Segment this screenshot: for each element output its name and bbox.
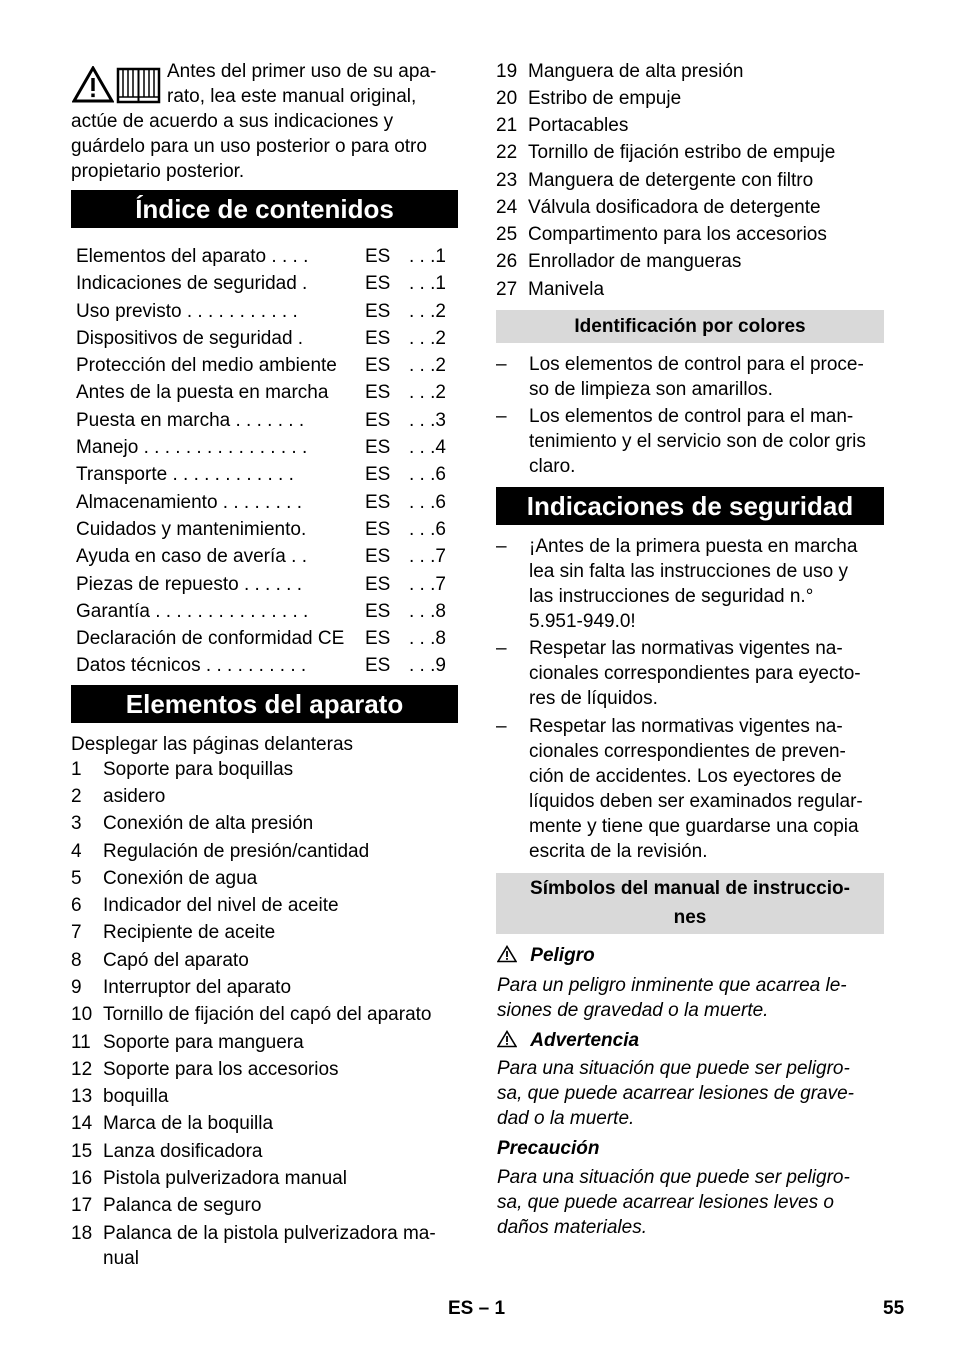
toc-page: . . .2 bbox=[409, 355, 446, 377]
item-number: 6 bbox=[71, 895, 82, 916]
text-line: Para un peligro inminente que acarrea le- bbox=[497, 975, 847, 996]
toc-lang: ES bbox=[365, 600, 391, 622]
item-text: Enrollador de mangueras bbox=[528, 251, 742, 272]
item-number: 7 bbox=[71, 922, 82, 943]
toc-title: Protección del medio ambiente bbox=[76, 355, 337, 377]
toc-title: Datos técnicos . . . . . . . . . . bbox=[76, 655, 307, 677]
toc-page: . . .6 bbox=[409, 491, 446, 513]
text-line: las instrucciones de seguridad n.° bbox=[529, 586, 814, 607]
item-text: Palanca de seguro bbox=[103, 1195, 262, 1216]
toc-page: . . .9 bbox=[409, 655, 446, 677]
toc-row[interactable] bbox=[71, 652, 458, 679]
advertencia-title bbox=[497, 1028, 639, 1053]
item-text: nual bbox=[103, 1248, 139, 1269]
text-line: mente y tiene que guardarse una copia bbox=[529, 816, 859, 837]
toc-page: . . .1 bbox=[409, 273, 446, 295]
toc-lang: ES bbox=[365, 491, 391, 513]
text-line: claro. bbox=[529, 456, 576, 477]
item-number: 8 bbox=[71, 950, 82, 971]
text-line: daños materiales. bbox=[497, 1217, 647, 1238]
toc-page: . . .2 bbox=[409, 327, 446, 349]
dash-bullet: – bbox=[496, 536, 507, 557]
item-text: Palanca de la pistola pulverizadora ma- bbox=[103, 1223, 436, 1244]
toc-row[interactable] bbox=[71, 407, 458, 434]
toc-page: . . .8 bbox=[409, 600, 446, 622]
toc-lang: ES bbox=[365, 464, 391, 486]
toc-row[interactable] bbox=[71, 543, 458, 570]
dash-bullet: – bbox=[496, 638, 507, 659]
text-line: ¡Antes de la primera puesta en marcha bbox=[529, 536, 858, 557]
item-number: 12 bbox=[71, 1059, 93, 1080]
toc-row[interactable] bbox=[71, 434, 458, 461]
toc-title: Uso previsto . . . . . . . . . . . bbox=[76, 300, 298, 322]
item-number: 10 bbox=[71, 1004, 93, 1025]
toc-lang: ES bbox=[365, 655, 391, 677]
toc-title: Cuidados y mantenimiento. bbox=[76, 518, 307, 540]
toc-lang: ES bbox=[365, 355, 391, 377]
toc-page: . . .2 bbox=[409, 382, 446, 404]
item-number: 9 bbox=[71, 977, 82, 998]
item-number: 27 bbox=[496, 279, 518, 300]
toc-page: . . .8 bbox=[409, 628, 446, 650]
toc-row[interactable] bbox=[71, 625, 458, 652]
toc-lang: ES bbox=[365, 409, 391, 431]
item-text: Compartimento para los accesorios bbox=[528, 224, 827, 245]
text-line: escrita de la revisión. bbox=[529, 841, 708, 862]
text-line: Los elementos de control para el man- bbox=[529, 406, 854, 427]
item-text: Marca de la boquilla bbox=[103, 1113, 274, 1134]
item-text: Regulación de presión/cantidad bbox=[103, 841, 370, 862]
item-number: 1 bbox=[71, 759, 82, 780]
text-line: dad o la muerte. bbox=[497, 1108, 635, 1129]
table-of-contents bbox=[71, 243, 458, 680]
item-text: Tornillo de fijación del capó del aparato bbox=[103, 1004, 432, 1025]
intro-line: guárdelo para un uso posterior o para otro bbox=[71, 136, 427, 157]
toc-title: Transporte . . . . . . . . . . . . bbox=[76, 464, 294, 486]
text-line: res de líquidos. bbox=[529, 688, 658, 709]
dash-bullet: – bbox=[496, 716, 507, 737]
toc-row[interactable] bbox=[71, 352, 458, 379]
toc-lang: ES bbox=[365, 518, 391, 540]
toc-heading bbox=[71, 190, 458, 228]
dash-bullet: – bbox=[496, 354, 507, 375]
text-line: cionales correspondientes de preven- bbox=[529, 741, 846, 762]
advertencia-text bbox=[497, 1056, 885, 1131]
toc-title: Elementos del aparato . . . . bbox=[76, 246, 309, 267]
item-number: 18 bbox=[71, 1223, 93, 1244]
toc-title: Antes de la puesta en marcha bbox=[76, 382, 329, 404]
elements-heading-text: Elementos del aparato bbox=[125, 689, 404, 719]
safety-heading bbox=[496, 487, 884, 525]
footer-section-label bbox=[448, 1298, 505, 1320]
text-line: tenimiento y el servicio son de color gris bbox=[529, 431, 866, 452]
toc-row[interactable] bbox=[71, 489, 458, 516]
toc-page: . . .7 bbox=[409, 573, 446, 595]
item-number: 5 bbox=[71, 868, 82, 889]
item-text: Recipiente de aceite bbox=[103, 922, 276, 943]
item-number: 24 bbox=[496, 197, 518, 218]
item-text: Capó del aparato bbox=[103, 950, 249, 971]
toc-page: . . .1 bbox=[409, 246, 446, 267]
item-number: 15 bbox=[71, 1141, 93, 1162]
toc-row[interactable] bbox=[71, 516, 458, 543]
footer-separator: – bbox=[478, 1298, 490, 1319]
text-line: Los elementos de control para el proce- bbox=[529, 354, 864, 375]
item-text bbox=[529, 404, 885, 479]
item-number: 4 bbox=[71, 841, 82, 862]
colors-heading bbox=[496, 310, 884, 343]
peligro-title bbox=[497, 943, 595, 968]
item-text bbox=[529, 352, 885, 402]
item-text: Válvula dosificadora de detergente bbox=[528, 197, 821, 218]
toc-title: Almacenamiento . . . . . . . . bbox=[76, 491, 302, 513]
toc-row[interactable] bbox=[71, 571, 458, 598]
symbols-heading-line: nes bbox=[673, 907, 707, 928]
toc-lang: ES bbox=[365, 546, 391, 568]
item-text: Soporte para boquillas bbox=[103, 759, 294, 780]
symbols-heading bbox=[496, 873, 884, 934]
toc-title: Manejo . . . . . . . . . . . . . . . . bbox=[76, 437, 308, 459]
text-line: sa, que puede acarrear lesiones de grave- bbox=[497, 1083, 855, 1104]
toc-title: Ayuda en caso de avería . . bbox=[76, 546, 307, 568]
toc-row[interactable] bbox=[71, 325, 458, 352]
item-text bbox=[529, 534, 885, 634]
toc-title: Garantía . . . . . . . . . . . . . . . bbox=[76, 600, 309, 622]
footer-section-page: 1 bbox=[494, 1298, 506, 1319]
safety-heading-text: Indicaciones de seguridad bbox=[526, 491, 854, 521]
text-line: cionales correspondientes para eyecto- bbox=[529, 663, 861, 684]
item-number: 25 bbox=[496, 224, 518, 245]
item-number: 13 bbox=[71, 1086, 93, 1107]
text-line: Respetar las normativas vigentes na- bbox=[529, 716, 843, 737]
item-text: Tornillo de fijación estribo de empuje bbox=[528, 142, 836, 163]
item-text: Interruptor del aparato bbox=[103, 977, 292, 998]
toc-title: Dispositivos de seguridad . bbox=[76, 327, 304, 349]
toc-lang: ES bbox=[365, 628, 391, 650]
peligro-label: Peligro bbox=[530, 945, 595, 966]
toc-title: Indicaciones de seguridad . bbox=[76, 273, 308, 295]
warning-triangle-icon bbox=[497, 1030, 517, 1048]
elements-heading bbox=[71, 685, 458, 723]
item-number: 21 bbox=[496, 115, 518, 136]
item-text: Portacables bbox=[528, 115, 629, 136]
item-text: asidero bbox=[103, 786, 166, 807]
item-number: 20 bbox=[496, 88, 518, 109]
item-number: 11 bbox=[71, 1032, 91, 1053]
colors-heading-text: Identificación por colores bbox=[574, 316, 806, 337]
symbols-heading-line: Símbolos del manual de instruccio- bbox=[530, 878, 850, 899]
precaucion-label: Precaución bbox=[497, 1138, 600, 1159]
item-number: 3 bbox=[71, 813, 82, 834]
toc-title: Declaración de conformidad CE bbox=[76, 628, 345, 650]
toc-page: . . .6 bbox=[409, 464, 446, 486]
toc-lang: ES bbox=[365, 382, 391, 404]
item-text: Estribo de empuje bbox=[528, 88, 682, 109]
text-line: Para una situación que puede ser peligro- bbox=[497, 1167, 850, 1188]
precaucion-text bbox=[497, 1165, 885, 1240]
toc-row[interactable] bbox=[71, 298, 458, 325]
text-line: Respetar las normativas vigentes na- bbox=[529, 638, 843, 659]
warning-triangle-icon bbox=[72, 66, 114, 103]
toc-row[interactable] bbox=[71, 270, 458, 297]
item-text: Conexión de agua bbox=[103, 868, 258, 889]
toc-page: . . .6 bbox=[409, 518, 446, 540]
item-number: 26 bbox=[496, 251, 518, 272]
item-text: Manguera de alta presión bbox=[528, 61, 744, 82]
text-line: siones de gravedad o la muerte. bbox=[497, 1000, 769, 1021]
text-line: sa, que puede acarrear lesiones leves o bbox=[497, 1192, 834, 1213]
toc-page: . . .2 bbox=[409, 300, 446, 322]
toc-lang: ES bbox=[365, 327, 391, 349]
toc-heading-text: Índice de contenidos bbox=[135, 194, 394, 224]
item-number: 17 bbox=[71, 1195, 93, 1216]
toc-lang: ES bbox=[365, 246, 391, 267]
footer-section: ES bbox=[448, 1298, 474, 1319]
toc-lang: ES bbox=[365, 437, 391, 459]
item-text: Manivela bbox=[528, 279, 605, 300]
item-text: Lanza dosificadora bbox=[103, 1141, 263, 1162]
dash-bullet: – bbox=[496, 406, 507, 427]
item-number: 23 bbox=[496, 170, 518, 191]
toc-page: . . .4 bbox=[409, 437, 446, 459]
text-line: 5.951-949.0! bbox=[529, 611, 636, 632]
manual-book-icon bbox=[116, 66, 161, 104]
toc-title: Puesta en marcha . . . . . . . bbox=[76, 409, 305, 431]
toc-lang: ES bbox=[365, 273, 391, 295]
toc-row[interactable] bbox=[71, 243, 458, 270]
item-text bbox=[529, 636, 885, 711]
item-number: 16 bbox=[71, 1168, 93, 1189]
item-text: boquilla bbox=[103, 1086, 169, 1107]
toc-page: . . .7 bbox=[409, 546, 446, 568]
toc-row[interactable] bbox=[71, 598, 458, 625]
toc-lang: ES bbox=[365, 300, 391, 322]
text-line: so de limpieza son amarillos. bbox=[529, 379, 773, 400]
item-text bbox=[529, 714, 885, 864]
elements-intro: Desplegar las páginas delanteras bbox=[71, 734, 354, 755]
item-number: 14 bbox=[71, 1113, 93, 1134]
toc-row[interactable] bbox=[71, 379, 458, 406]
text-line: ción de accidentes. Los eyectores de bbox=[529, 766, 842, 787]
peligro-text bbox=[497, 973, 885, 1023]
intro-line: Antes del primer uso de su apa- bbox=[167, 61, 437, 82]
text-line: líquidos deben ser examinados regular- bbox=[529, 791, 863, 812]
warning-triangle-icon bbox=[497, 945, 517, 963]
toc-title: Piezas de repuesto . . . . . . bbox=[76, 573, 303, 595]
advertencia-label: Advertencia bbox=[530, 1030, 640, 1051]
intro-line: rato, lea este manual original, bbox=[167, 86, 417, 107]
toc-row[interactable] bbox=[71, 461, 458, 488]
page-number: 55 bbox=[883, 1298, 905, 1319]
toc-lang: ES bbox=[365, 573, 391, 595]
item-text: Pistola pulverizadora manual bbox=[103, 1168, 347, 1189]
item-text: Conexión de alta presión bbox=[103, 813, 314, 834]
toc-page: . . .3 bbox=[409, 409, 446, 431]
item-text: Indicador del nivel de aceite bbox=[103, 895, 339, 916]
intro-line: propietario posterior. bbox=[71, 161, 245, 182]
item-text: Manguera de detergente con filtro bbox=[528, 170, 814, 191]
text-line: Para una situación que puede ser peligro- bbox=[497, 1058, 850, 1079]
item-number: 2 bbox=[71, 786, 82, 807]
item-number: 19 bbox=[496, 61, 518, 82]
item-text: Soporte para manguera bbox=[103, 1032, 304, 1053]
item-text: Soporte para los accesorios bbox=[103, 1059, 339, 1080]
text-line: lea sin falta las instrucciones de uso y bbox=[529, 561, 848, 582]
intro-line: actúe de acuerdo a sus indicaciones y bbox=[71, 111, 394, 132]
item-number: 22 bbox=[496, 142, 518, 163]
